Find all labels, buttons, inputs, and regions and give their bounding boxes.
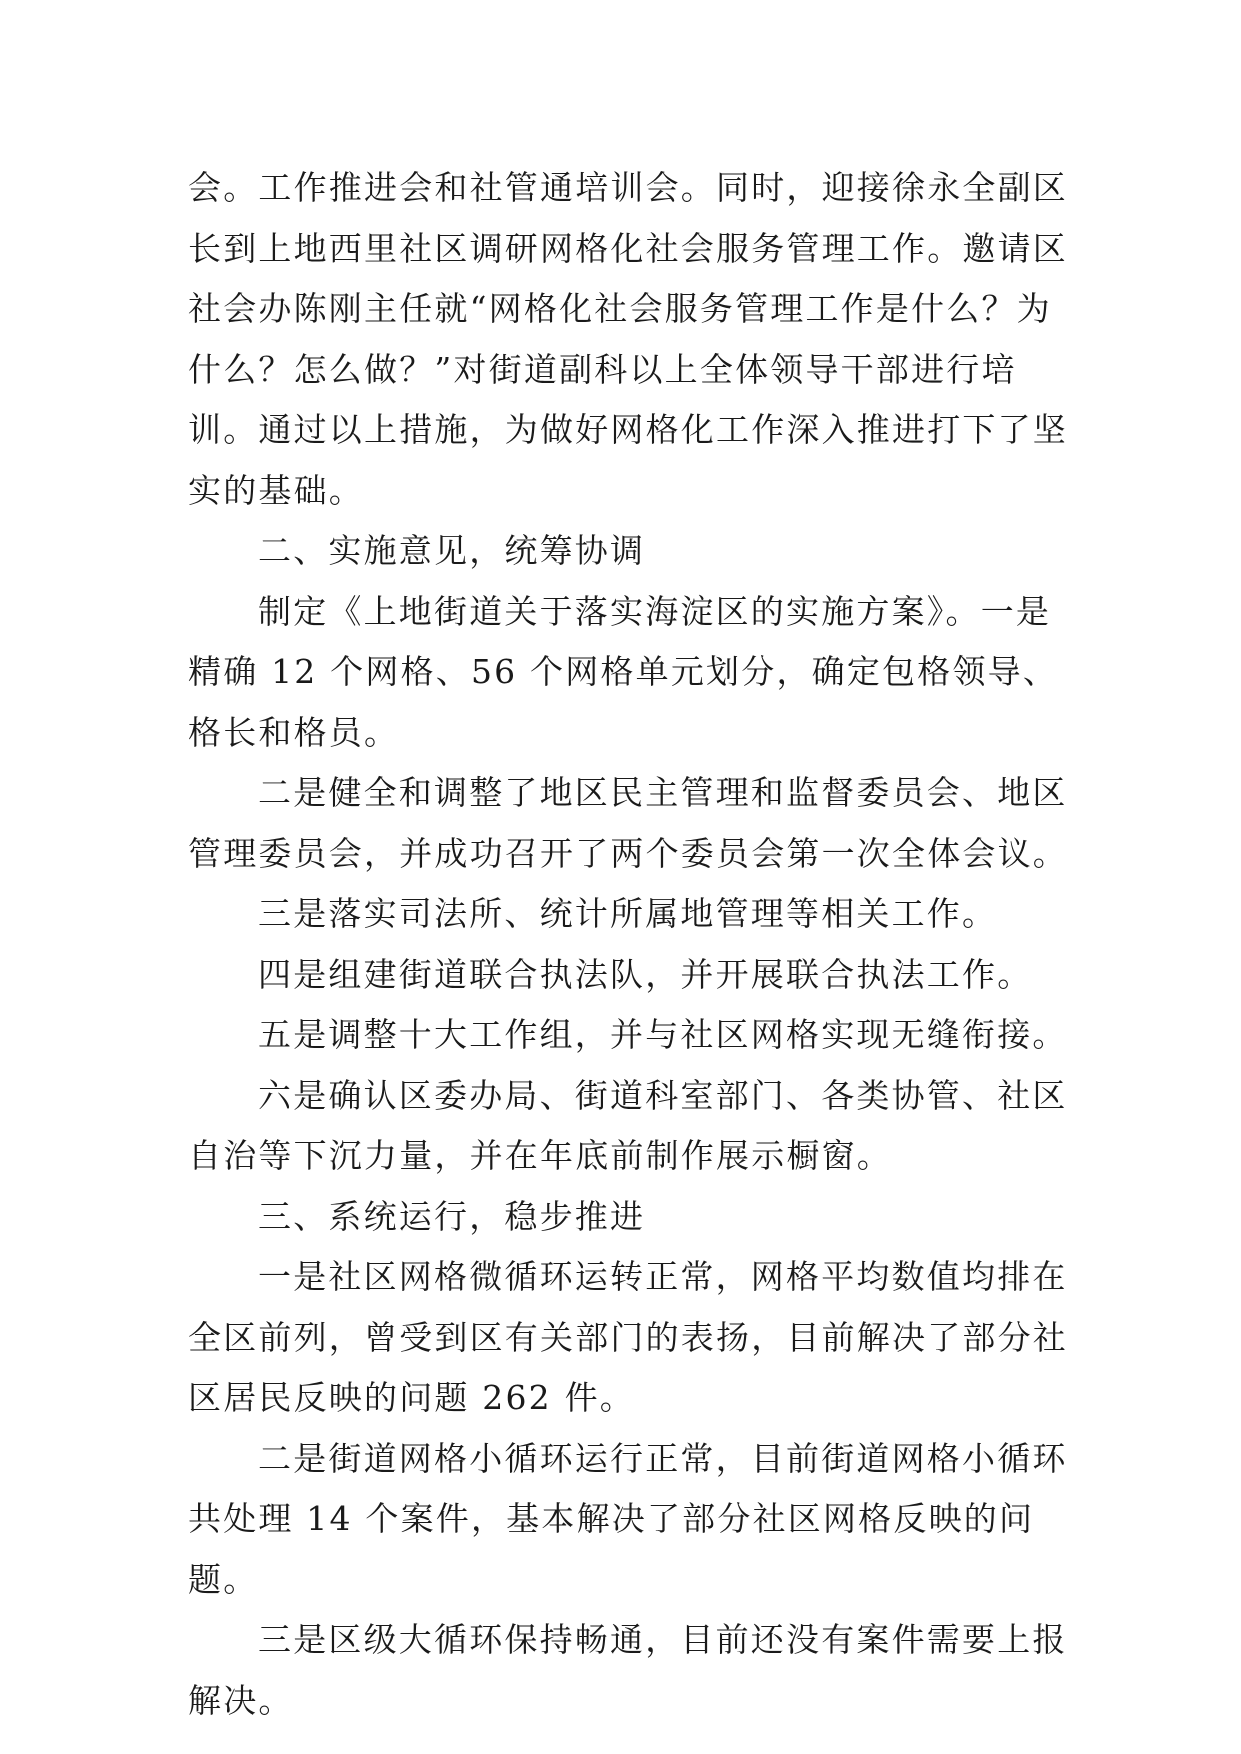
section-heading-2: 二、实施意见，统筹协调 <box>258 531 646 570</box>
paragraph-item-3: 三是落实司法所、统计所属地管理等相关工作。 <box>258 894 998 933</box>
paragraph-system-1: 一是社区网格微循环运转正常，网格平均数值均排在全区前列，曾受到区有关部门的表扬，目前解决了部分社区居民反映的问题 262 件。 <box>188 1257 1068 1417</box>
paragraph-continuation: 会。工作推进会和社管通培训会。同时，迎接徐永全副区长到上地西里社区调研网格化社会服务管理工作。邀请区社会办陈刚主任就“网格化社会服务管理工作是什么？为什么？怎么做？”对街道副科以上全体领导干部进行培训。通过以上措施，为做好网格化工作深入推进打下了坚实的基础。 <box>188 168 1068 510</box>
paragraph-item-2: 二是健全和调整了地区民主管理和监督委员会、地区管理委员会，并成功召开了两个委员会第一次全体会议。 <box>188 773 1068 873</box>
paragraph-item-4: 四是组建街道联合执法队，并开展联合执法工作。 <box>258 954 1033 994</box>
document-body <box>188 158 1068 1731</box>
paragraph-implementation-plan: 制定《上地街道关于落实海淀区的实施方案》。一是精确 12 个网格、56 个网格单元划分，确定包格领导、格长和格员。 <box>188 591 1059 752</box>
paragraph-system-3: 三是区级大循环保持畅通，目前还没有案件需要上报解决。 <box>188 1620 1068 1720</box>
paragraph-item-5: 五是调整十大工作组，并与社区网格实现无缝衔接。 <box>258 1015 1068 1054</box>
paragraph-item-6: 六是确认区委办局、街道科室部门、各类协管、社区自治等下沉力量，并在年底前制作展示橱窗。 <box>188 1075 1068 1175</box>
section-heading-3: 三、系统运行，稳步推进 <box>258 1196 646 1236</box>
paragraph-system-2: 二是街道网格小循环运行正常，目前街道网格小循环共处理 14 个案件，基本解决了部分社区网格反映的问题。 <box>188 1438 1068 1599</box>
